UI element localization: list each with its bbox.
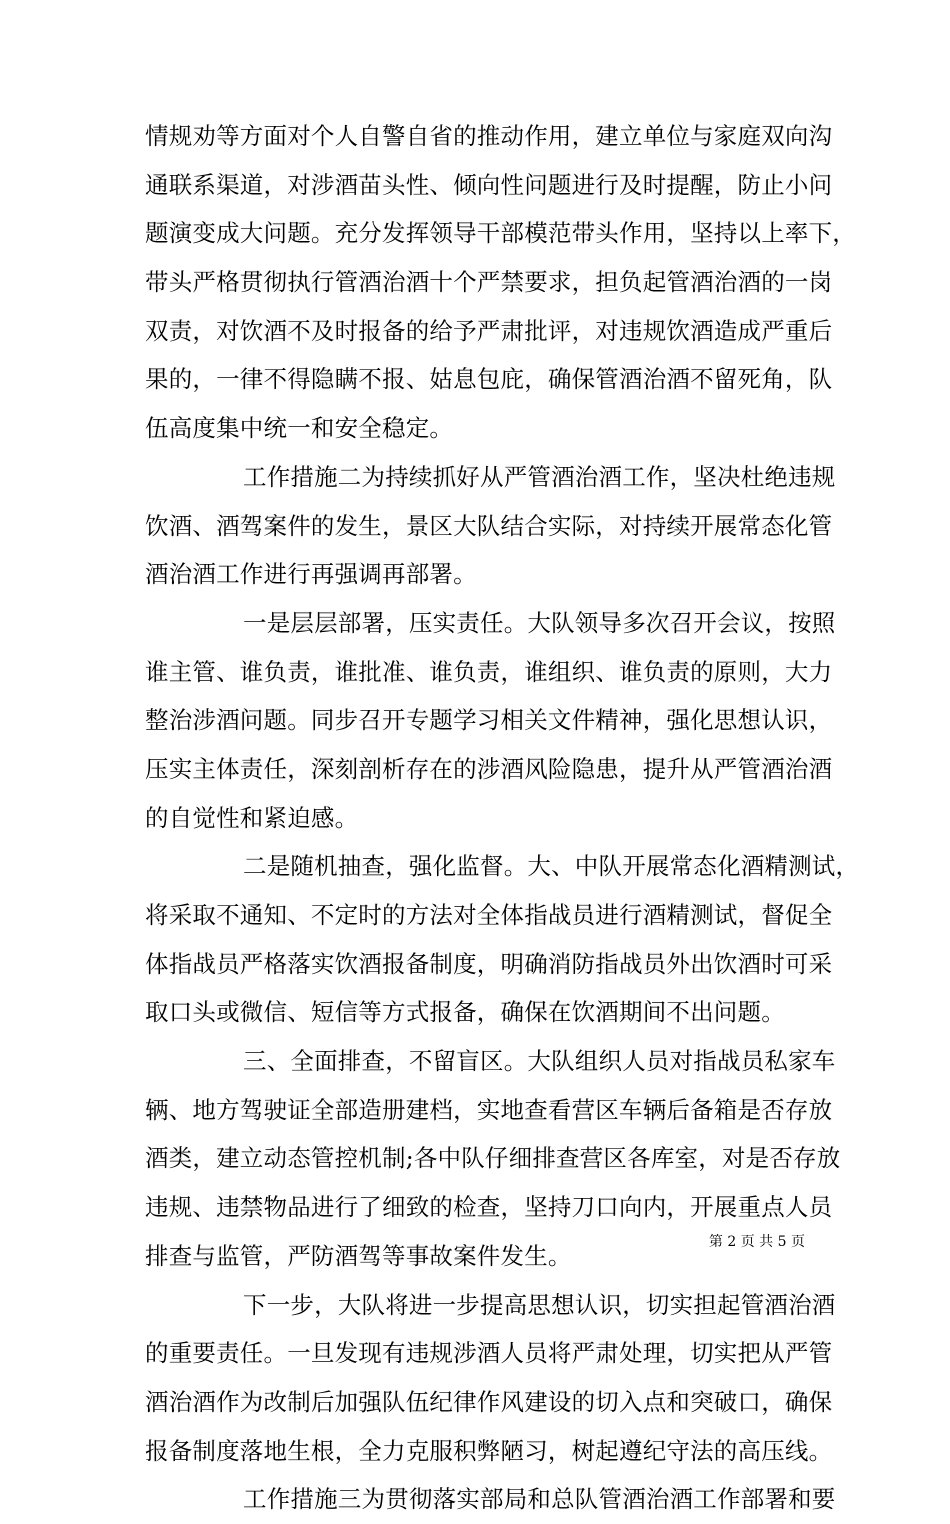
paragraph-first-line: 工作措施三为贯彻落实部局和总队管酒治酒工作部署和要	[243, 1485, 836, 1514]
text-line: 的重要责任。一旦发现有违规涉酒人员将严肃处理，切实把从严管	[145, 1339, 833, 1368]
text-line: 排查与监管，严防酒驾等事故案件发生。	[145, 1241, 572, 1270]
text-line: 果的，一律不得隐瞒不报、姑息包庇，确保管酒治酒不留死角，队	[145, 365, 833, 394]
body-text	[145, 112, 860, 1524]
text-line: 饮酒、酒驾案件的发生，景区大队结合实际，对持续开展常态化管	[145, 511, 833, 540]
paragraph-first-line: 一是层层部署，压实责任。大队领导多次召开会议，按照	[243, 608, 836, 637]
paragraph-first-line: 三、全面排查，不留盲区。大队组织人员对指战员私家车	[243, 1047, 836, 1076]
paragraph-first-line: 二是随机抽查，强化监督。大、中队开展常态化酒精测试，	[243, 852, 860, 881]
text-line: 伍高度集中统一和安全稳定。	[145, 414, 454, 443]
text-line: 报备制度落地生根，全力克服积弊陋习，树起遵纪守法的高压线。	[145, 1436, 833, 1465]
text-line: 违规、违禁物品进行了细致的检查，坚持刀口向内，开展重点人员	[145, 1193, 833, 1222]
text-line: 酒治酒作为改制后加强队伍纪律作风建设的切入点和突破口，确保	[145, 1387, 833, 1416]
text-line: 带头严格贯彻执行管酒治酒十个严禁要求，担负起管酒治酒的一岗	[145, 268, 833, 297]
paragraph-first-line: 工作措施二为持续抓好从严管酒治酒工作，坚决杜绝违规	[243, 462, 836, 491]
text-line: 的自觉性和紧迫感。	[145, 803, 359, 832]
text-line: 酒类，建立动态管控机制;各中队仔细排查营区各库室，对是否存放	[145, 1144, 841, 1173]
text-line: 情规劝等方面对个人自警自省的推动作用，建立单位与家庭双向沟	[145, 122, 833, 150]
paragraph-first-line: 下一步，大队将进一步提高思想认识，切实担起管酒治酒	[243, 1290, 836, 1319]
text-line: 谁主管、谁负责，谁批准、谁负责，谁组织、谁负责的原则，大力	[145, 657, 833, 686]
text-line: 体指战员严格落实饮酒报备制度，明确消防指战员外出饮酒时可采	[145, 949, 833, 978]
text-line: 辆、地方驾驶证全部造册建档，实地查看营区车辆后备箱是否存放	[145, 1095, 833, 1124]
text-line: 整治涉酒问题。同步召开专题学习相关文件精神，强化思想认识，	[145, 706, 833, 735]
text-line: 通联系渠道，对涉酒苗头性、倾向性问题进行及时提醒，防止小问	[145, 170, 833, 199]
text-line: 压实主体责任，深刻剖析存在的涉酒风险隐患，提升从严管酒治酒	[145, 754, 833, 783]
text-line: 将采取不通知、不定时的方法对全体指战员进行酒精测试，督促全	[145, 901, 833, 929]
text-line: 题演变成大问题。充分发挥领导干部模范带头作用，坚持以上率下，	[145, 219, 856, 248]
text-line: 酒治酒工作进行再强调再部署。	[145, 560, 477, 589]
text-line: 取口头或微信、短信等方式报备，确保在饮酒期间不出问题。	[145, 998, 785, 1027]
text-line: 双责，对饮酒不及时报备的给予严肃批评，对违规饮酒造成严重后	[145, 316, 833, 345]
page-number-footer: 第 2 页 共 5 页	[708, 1234, 805, 1250]
